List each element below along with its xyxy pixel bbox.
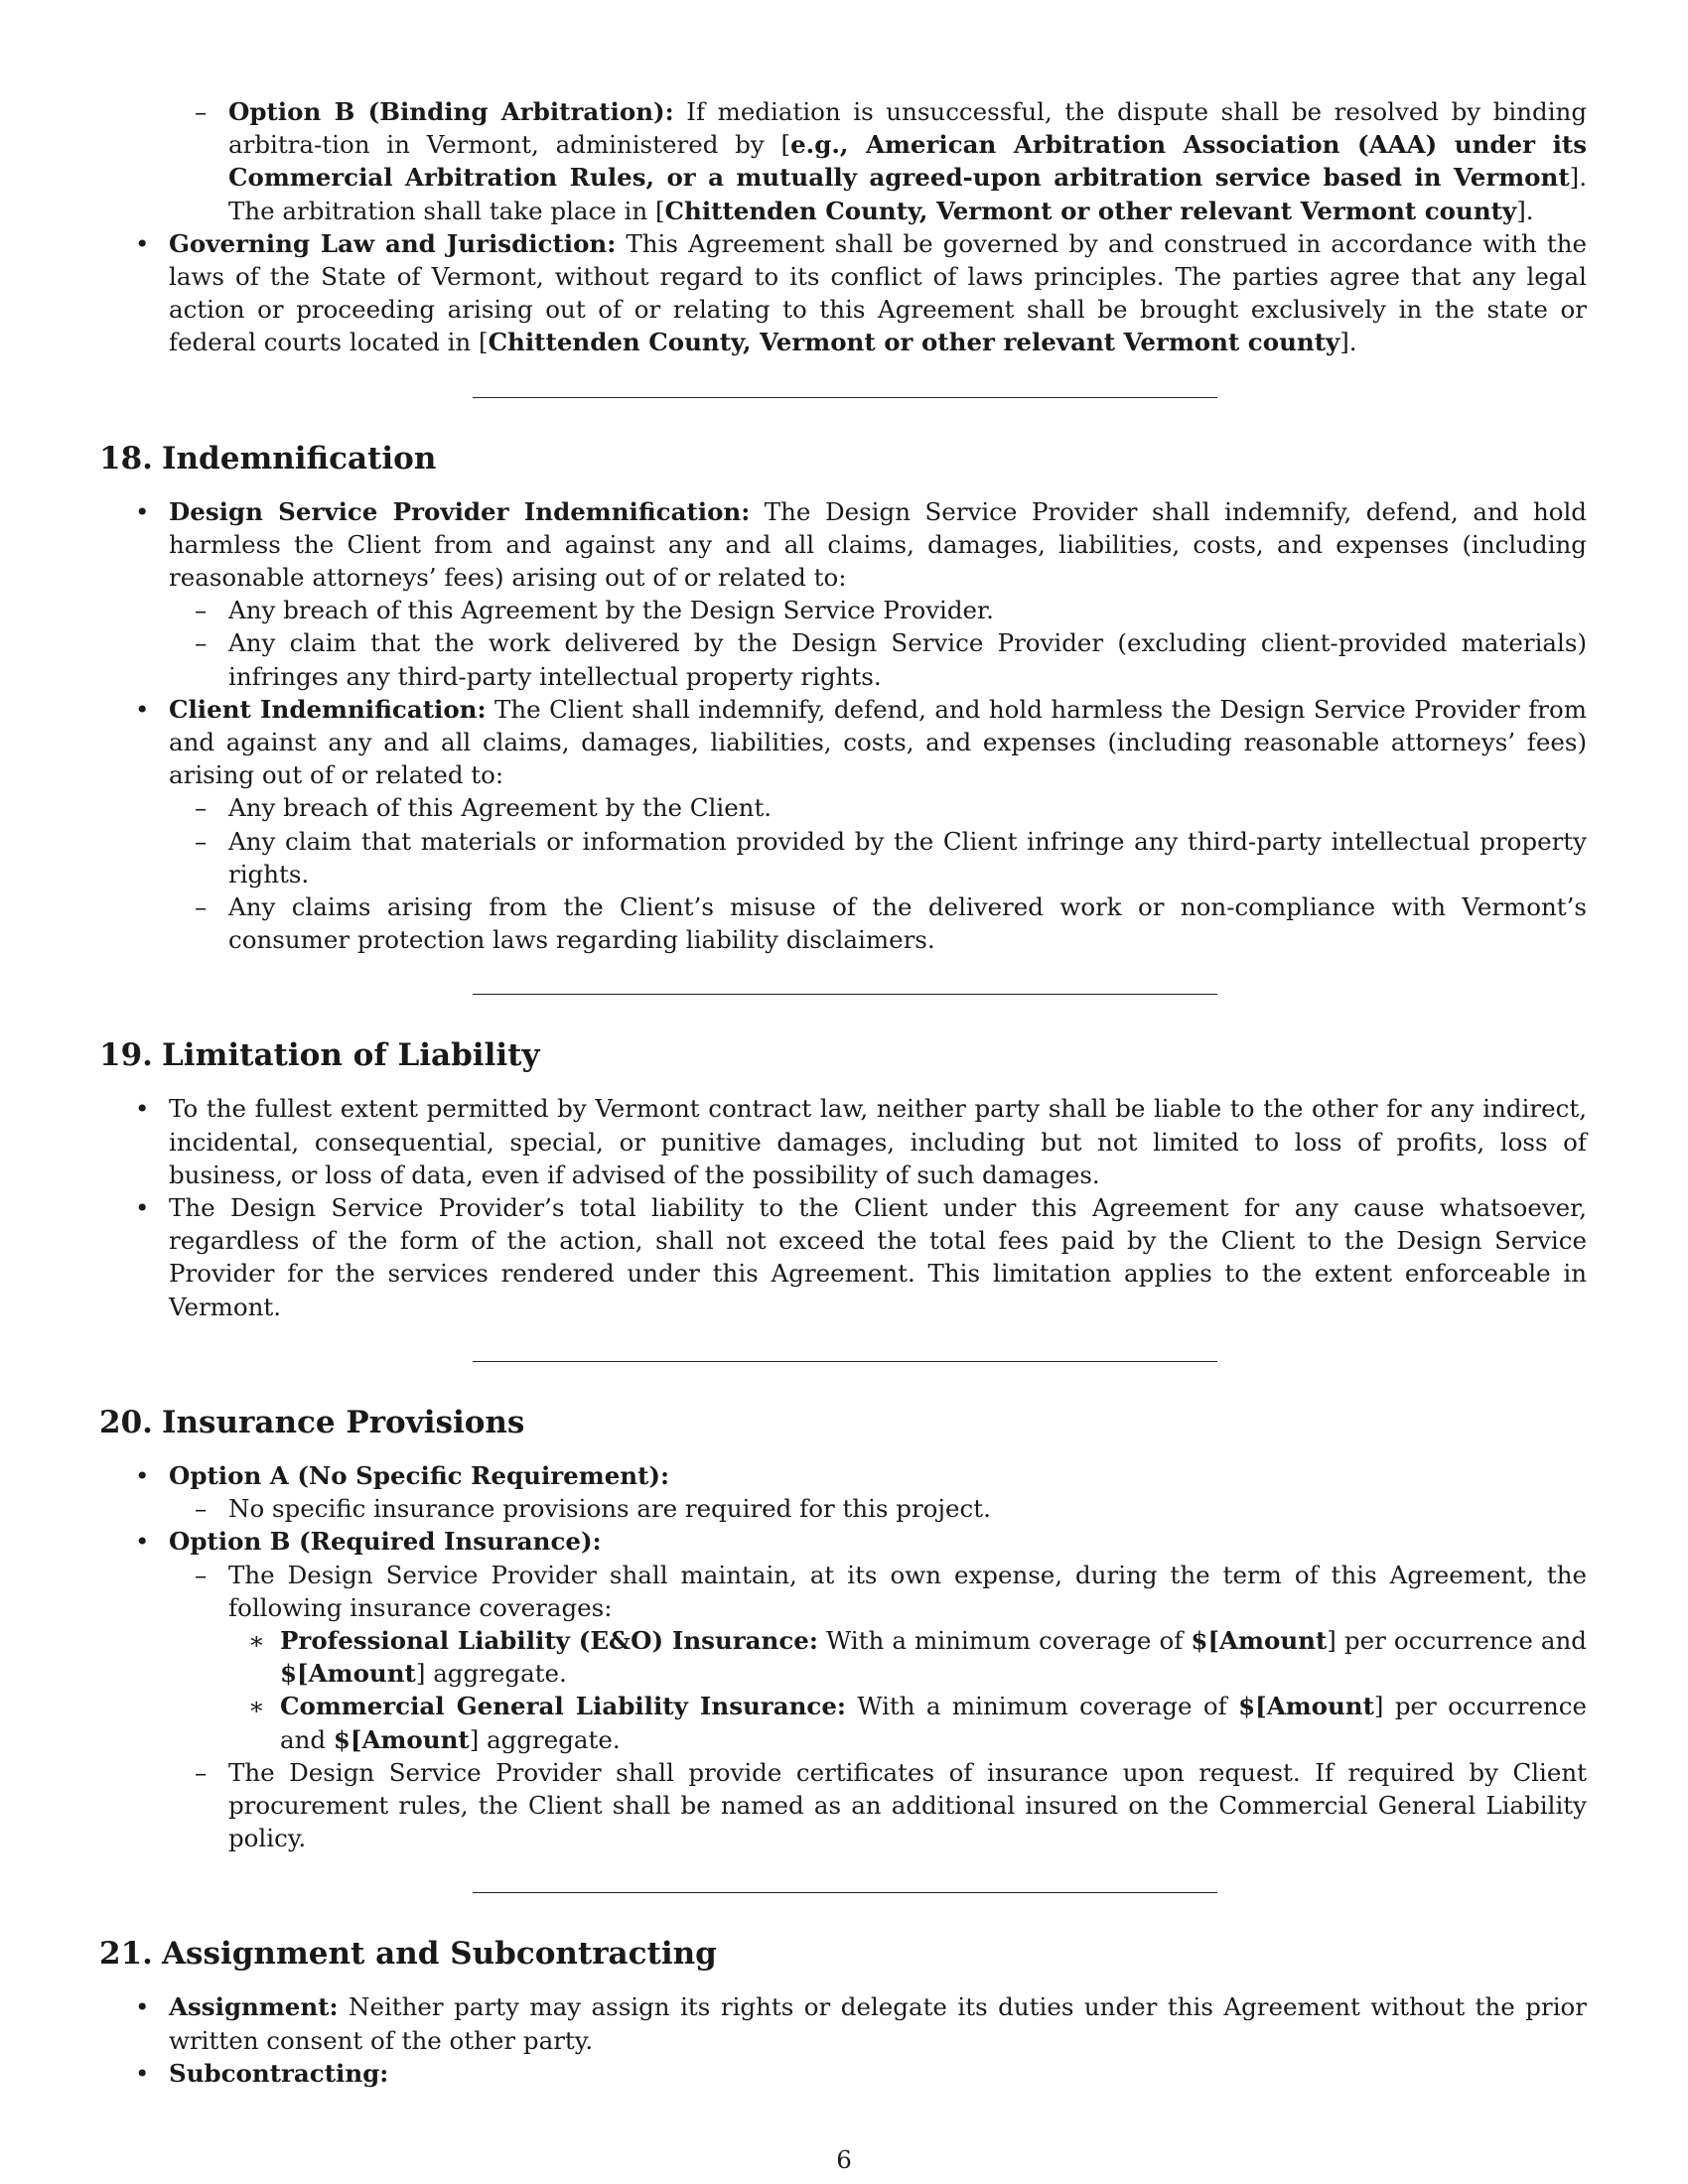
section-heading-limitation-of-liability: [99, 1036, 1587, 1074]
list-item: – Any breach of this Agreement by the Design Service Provider.: [99, 594, 1587, 626]
option-b-label: Option B (Binding Arbitration):: [228, 97, 674, 126]
coverage-text-3: ] aggregate.: [415, 1659, 567, 1689]
list-item: • To the fullest extent permitted by Vermont contract law, neither party shall be liable to the other for any indirect, incidental, consequential, special, or punitive damages, including but not limited to loss of profits, loss of business, or loss of data, even if advised of the possibility of such damages.: [99, 1092, 1587, 1191]
section-title: Assignment and Subcontracting: [162, 1936, 717, 1973]
subcontracting-label: Subcontracting:: [169, 2058, 389, 2088]
limitation-list: [99, 1092, 1587, 1322]
list-item: – No specific insurance provisions are required for this project.: [99, 1492, 1587, 1525]
governing-law-text: This Agreement shall be governed by and construed in accordance with the laws of the State of Vermont, without regard to its conflict of laws principles. The parties agree that any legal action or proceeding arising out of or relating to this Agreement shall be brought exclusively in the state or federal courts located in [: [169, 228, 1587, 357]
professional-liability-label: Professional Liability (E&O) Insurance:: [280, 1625, 818, 1655]
section-divider: [473, 994, 1217, 995]
subcontracting-item: [99, 2057, 1587, 2090]
section-title: Insurance Provisions: [162, 1404, 525, 1440]
option-b-binding-arbitration: [99, 95, 1587, 227]
list-item: – The Design Service Provider shall provide certificates of insurance upon request. If required by Client procurement rules, the Client shall be named as an additional insured on the Commercial General Liability policy.: [99, 1756, 1587, 1855]
amount-placeholder: $[Amount: [333, 1724, 470, 1754]
option-b-text-3: ].: [1516, 196, 1534, 225]
provider-indemnification-label: Design Service Provider Indemnification:: [169, 496, 751, 526]
governing-law-text-2: ].: [1339, 328, 1357, 357]
page-number: 6: [836, 2145, 852, 2174]
amount-placeholder: $[Amount: [1191, 1625, 1328, 1655]
amount-placeholder: $[Amount: [280, 1659, 416, 1689]
section-heading-indemnification: [99, 440, 1587, 478]
commercial-general-liability-item: [99, 1690, 1587, 1755]
section-divider: [473, 1892, 1217, 1893]
option-a-item: [99, 1459, 1587, 1492]
section-heading-insurance-provisions: [99, 1404, 1587, 1441]
client-indemnification-item: [99, 693, 1587, 792]
assignment-label: Assignment:: [169, 1992, 339, 2022]
list-item: • The Design Service Provider’s total liability to the Client under this Agreement for any cause whatsoever, regardless of the form of the action, shall not exceed the total fees paid by the Client to the Design Service Provider for the services rendered under this Agreement. This limitation applies to the extent enforceable in Vermont.: [99, 1191, 1587, 1323]
section-divider: [473, 1361, 1217, 1362]
option-b-text: If mediation is unsuccessful, the dispute shall be resolved by binding arbitra-tion in Vermont, administered by [: [228, 97, 1588, 160]
arbitration-service-placeholder: e.g., American Arbitration Association (AAA) under its Commercial Arbitration Rules, or a mutually agreed-upon arbitration service based in Vermont: [228, 130, 1587, 193]
section-title: Limitation of Liability: [162, 1037, 540, 1074]
coverage-text-2: ] per occurrence and: [280, 1692, 1588, 1754]
indemnification-list: [99, 495, 1587, 957]
governing-law-item: [99, 227, 1587, 359]
option-b-item: [99, 1525, 1587, 1558]
amount-placeholder: $[Amount: [1238, 1692, 1374, 1721]
section-number: 21.: [99, 1936, 153, 1973]
arbitration-county-placeholder: Chittenden County, Vermont or other relevant Vermont county: [664, 196, 1517, 225]
coverage-text-2: ] per occurrence and: [1327, 1625, 1587, 1655]
document-page: [99, 95, 1587, 2090]
assignment-item: [99, 1990, 1587, 2056]
assignment-text: Neither party may assign its rights or delegate its duties under this Agreement without the prior written consent of the other party.: [169, 1992, 1587, 2055]
section-number: 19.: [99, 1037, 153, 1074]
client-indemnification-label: Client Indemnification:: [169, 694, 487, 724]
option-b-text-2: ]. The arbitration shall take place in [: [228, 163, 1587, 225]
list-item: – Any claim that the work delivered by the Design Service Provider (excluding client-provided materials) infringes any third-party intellectual property rights.: [99, 626, 1587, 692]
assignment-list: [99, 1990, 1587, 2090]
section-number: 18.: [99, 440, 153, 477]
option-a-label: Option A (No Specific Requirement):: [169, 1460, 670, 1490]
option-b-label: Option B (Required Insurance):: [169, 1527, 602, 1557]
list-item: – The Design Service Provider shall maintain, at its own expense, during the term of this Agreement, the following insurance coverages:: [99, 1559, 1587, 1624]
provider-indemnification-item: [99, 495, 1587, 595]
commercial-general-liability-label: Commercial General Liability Insurance:: [280, 1692, 846, 1721]
governing-law-label: Governing Law and Jurisdiction:: [169, 228, 617, 258]
section-divider: [473, 397, 1217, 398]
jurisdiction-county-placeholder: Chittenden County, Vermont or other relevant Vermont county: [488, 328, 1340, 357]
professional-liability-item: [99, 1624, 1587, 1690]
coverage-text-3: ] aggregate.: [469, 1724, 621, 1754]
section-number: 20.: [99, 1404, 153, 1440]
list-item: – Any claims arising from the Client’s misuse of the delivered work or non-compliance with Vermont’s consumer protection laws regarding liability disclaimers.: [99, 890, 1587, 956]
list-item: – Any claim that materials or information provided by the Client infringe any third-party intellectual property rights.: [99, 825, 1587, 890]
section-heading-assignment-subcontracting: [99, 1935, 1587, 1973]
coverage-text: With a minimum coverage of: [817, 1625, 1192, 1655]
coverage-text: With a minimum coverage of: [845, 1692, 1239, 1721]
provider-indemnification-text: The Design Service Provider shall indemnify, defend, and hold harmless the Client from and against any and all claims, damages, liabilities, costs, and expenses (including reasonable attorneys’ fees) arising out of or related to:: [169, 496, 1587, 593]
client-indemnification-text: The Client shall indemnify, defend, and hold harmless the Design Service Provider from and against any and all claims, damages, liabilities, costs, and expenses (including reasonable attorneys’ fees) arising out of or related to:: [169, 694, 1587, 790]
list-item: – Any breach of this Agreement by the Client.: [99, 791, 1587, 824]
section-title: Indemnification: [162, 440, 437, 477]
dispute-resolution-list: [99, 95, 1587, 359]
insurance-list: [99, 1459, 1587, 1854]
